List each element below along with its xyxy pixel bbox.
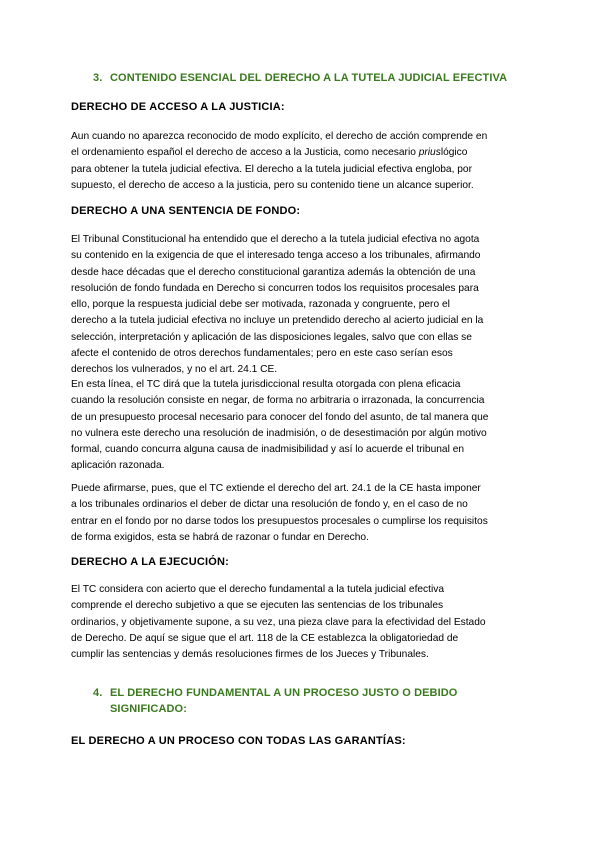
paragraph-line: El TC considera con acierto que el derecho fundamental a la tutela judicial efectiva	[71, 584, 445, 595]
paragraph-line: a los tribunales ordinarios el deber de dictar una resolución de fondo y, en el caso de no	[71, 499, 468, 511]
paragraph-line: afecte el contenido de otros derechos fundamentales; pero en este caso serían esos	[71, 348, 453, 360]
paragraph-ejecucion	[71, 582, 536, 663]
paragraph-line: Puede afirmarse, pues, que el TC extiende el derecho del art. 24.1 de la CE hasta imponer	[71, 483, 481, 494]
paragraph-line: el ordenamiento español el derecho de acceso a la Justicia, como necesario priuslógico	[71, 147, 468, 159]
paragraph-line: de Derecho. De aquí se sigue que el art. 118 de la CE establezca la obligatoriedad de	[71, 632, 459, 644]
paragraph-line: selección, interpretación y aplicación de las disposiciones legales, salvo que con ellas se	[71, 331, 472, 343]
paragraph-line: ello, porque la respuesta judicial debe ser motivada, razonada y congruente, pero el	[71, 299, 450, 311]
section-3-heading	[93, 70, 507, 86]
section-4-title-line1: EL DERECHO FUNDAMENTAL A UN PROCESO JUSTO O DEBIDO	[110, 687, 458, 699]
paragraph-line: En esta línea, el TC dirá que la tutela jurisdiccional resulta otorgada con plena eficacia	[71, 379, 461, 390]
paragraph-line: para obtener la tutela judicial efectiva. El derecho a la tutela judicial efectiva engloba, por	[71, 163, 472, 175]
paragraph-line: supuesto, el derecho de acceso a la justicia, pero su contenido tiene un alcance superior.	[71, 179, 474, 191]
paragraph-line: cumplir las sentencias y demás resoluciones firmes de los Jueces y Tribunales.	[71, 649, 429, 661]
paragraph-line: su contenido en la exigencia de que el interesado tenga acceso a los tribunales, afirmando	[71, 250, 481, 262]
paragraph-line: resolución de fondo fundada en Derecho si concurren todos los requisitos procesales para	[71, 282, 479, 294]
section-4-title-line2: SIGNIFICADO:	[110, 703, 187, 715]
paragraph-line: de forma exigidos, esta se habrá de razonar o fundar en Derecho.	[71, 531, 369, 543]
paragraph-acceso	[71, 129, 536, 194]
heading-garantias: EL DERECHO A UN PROCESO CON TODAS LAS GARANTÍAS:	[71, 735, 406, 747]
paragraph-line: de un presupuesto procesal necesario para conocer del fondo del asunto, de tal manera que	[71, 411, 489, 423]
paragraph-line: ordinarios, y objetivamente supone, a su vez, una pieza clave para la efectividad del Estado	[71, 616, 486, 628]
paragraph-line: comprende el derecho subjetivo a que se ejecuten las sentencias de los tribunales	[71, 600, 444, 612]
section-3-number: 3.	[93, 72, 103, 84]
paragraph-line: derechos los vulnerados, y no el art. 24.1 CE.	[71, 364, 278, 376]
paragraph-sentencia-3	[71, 481, 536, 546]
paragraph-line: Aun cuando no aparezca reconocido de modo explícito, el derecho de acción comprende en	[71, 131, 488, 142]
paragraph-line: El Tribunal Constitucional ha entendido que el derecho a la tutela judicial efectiva no agota	[71, 234, 480, 245]
prius-italic: prius	[418, 147, 441, 159]
paragraph-line: aplicación razonada.	[71, 460, 165, 472]
heading-ejecucion: DERECHO A LA EJECUCIÓN:	[71, 556, 229, 568]
section-4-number: 4.	[93, 687, 103, 699]
paragraph-line: entrar en el fondo por no darse todos los presupuestos procesales o cumplirse los requisitos	[71, 515, 488, 527]
paragraph-line: desde hace décadas que el derecho constitucional garantiza además la obtención de una	[71, 266, 476, 278]
section-4-heading	[93, 685, 457, 717]
section-3-title: CONTENIDO ESENCIAL DEL DERECHO A LA TUTELA JUDICIAL EFECTIVA	[110, 72, 508, 84]
paragraph-line: derecho a la tutela judicial efectiva no incluye un pretendido derecho al acierto judicial en la	[71, 315, 484, 327]
paragraph-line: formal, cuando concurra alguna causa de inadmisibilidad y así lo acuerde el tribunal en	[71, 444, 465, 456]
paragraph-line: cuando la resolución consiste en negar, de forma no arbitraria o irrazonada, la concurrencia	[71, 395, 485, 407]
paragraph-sentencia-2	[71, 377, 536, 475]
heading-sentencia: DERECHO A UNA SENTENCIA DE FONDO:	[71, 205, 301, 217]
paragraph-sentencia-1	[71, 232, 536, 379]
paragraph-line: no vulnera este derecho una resolución de inadmisión, o de desestimación por algún motivo	[71, 427, 487, 439]
heading-acceso: DERECHO DE ACCESO A LA JUSTICIA:	[71, 101, 285, 113]
